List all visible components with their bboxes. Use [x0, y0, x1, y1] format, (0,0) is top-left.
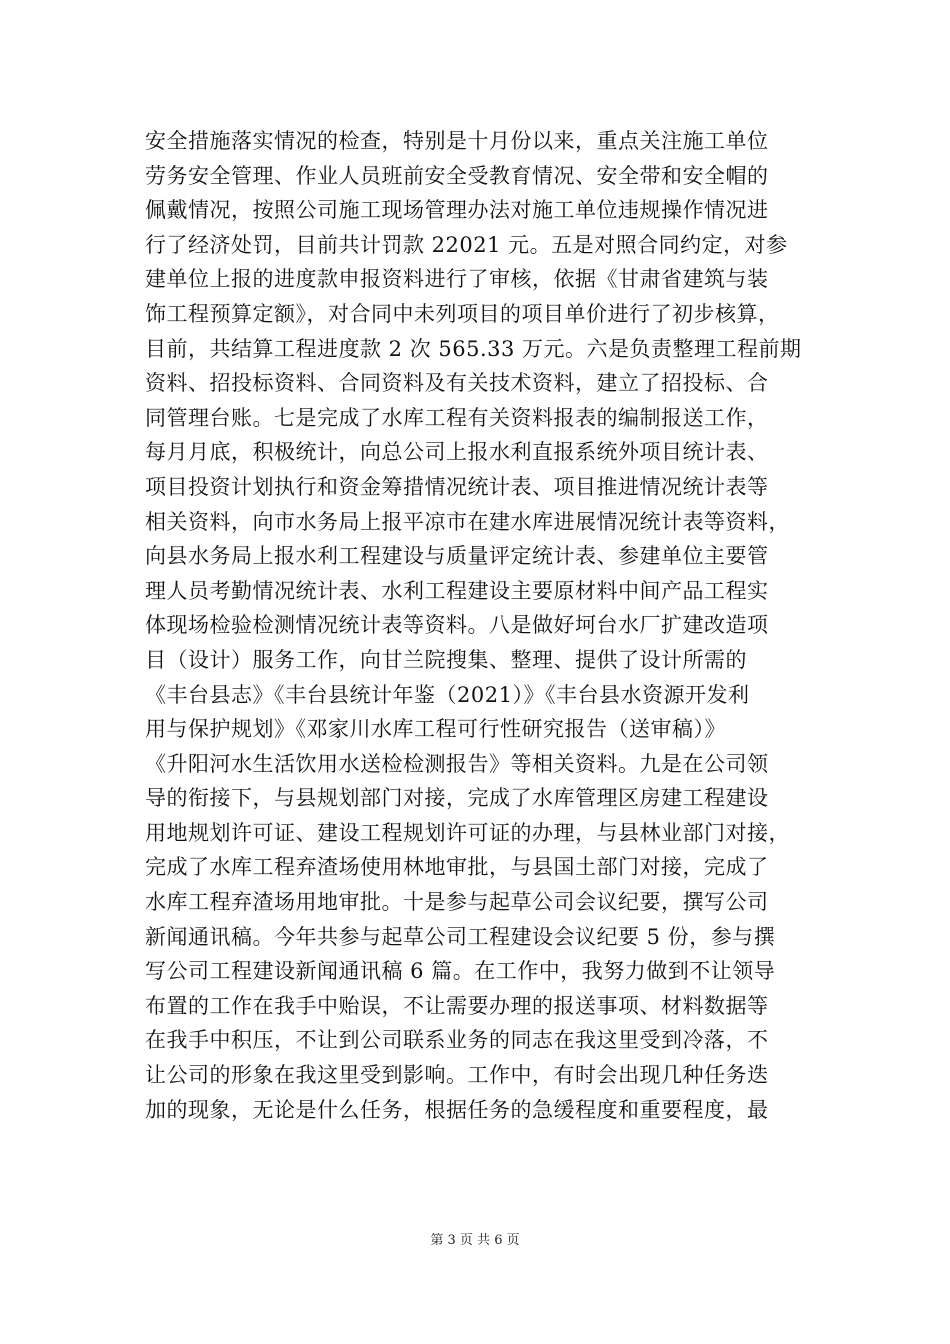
text-line: 在我手中积压，不让到公司联系业务的同志在我这里受到冷落，不 — [145, 1028, 769, 1053]
text-line: 行了经济处罚，目前共计罚款 22021 元。五是对照合同约定，对参 — [145, 232, 788, 257]
text-line: 导的衔接下，与县规划部门对接，完成了水库管理区房建工程建设 — [145, 786, 769, 811]
text-line: 用地规划许可证、建设工程规划许可证的办理，与县林业部门对接， — [145, 820, 790, 845]
body-text — [145, 124, 815, 1127]
text-line: 《升阳河水生活饮用水送检检测报告》等相关资料。九是在公司领 — [145, 751, 769, 776]
text-line: 同管理台账。七是完成了水库工程有关资料报表的编制报送工作， — [145, 405, 769, 430]
text-line: 水库工程弃渣场用地审批。十是参与起草公司会议纪要，撰写公司 — [145, 890, 769, 915]
text-line: 布置的工作在我手中贻误，不让需要办理的报送事项、材料数据等 — [145, 993, 769, 1018]
text-line: 项目投资计划执行和资金筹措情况统计表、项目推进情况统计表等 — [145, 474, 769, 499]
text-line: 完成了水库工程弃渣场使用林地审批，与县国土部门对接，完成了 — [145, 855, 769, 880]
text-line: 佩戴情况，按照公司施工现场管理办法对施工单位违规操作情况进 — [145, 198, 769, 223]
text-line: 理人员考勤情况统计表、水利工程建设主要原材料中间产品工程实 — [145, 578, 769, 603]
page-number: 第 3 页 共 6 页 — [430, 1233, 520, 1248]
text-line: 资料、招投标资料、合同资料及有关技术资料，建立了招投标、合 — [145, 371, 769, 396]
text-line: 体现场检验检测情况统计表等资料。八是做好坷台水厂扩建改造项 — [145, 613, 769, 638]
text-line: 用与保护规划》《邓家川水库工程可行性研究报告（送审稿）》 — [145, 717, 726, 742]
text-line: 安全措施落实情况的检查，特别是十月份以来，重点关注施工单位 — [145, 129, 769, 153]
text-line: 向县水务局上报水利工程建设与质量评定统计表、参建单位主要管 — [145, 544, 769, 569]
text-line: 《丰台县志》《丰台县统计年鉴（2021）》《丰台县水资源开发利 — [145, 682, 750, 707]
text-line: 写公司工程建设新闻通讯稿 6 篇。在工作中，我努力做到不让领导 — [145, 959, 776, 984]
text-line: 每月月底，积极统计，向总公司上报水利直报系统外项目统计表、 — [145, 440, 769, 465]
text-line: 加的现象，无论是什么任务，根据任务的急缓程度和重要程度，最 — [145, 1097, 769, 1122]
text-line: 目前，共结算工程进度款 2 次 565.33 万元。六是负责整理工程前期 — [145, 336, 802, 361]
text-line: 饰工程预算定额》，对合同中未列项目的项目单价进行了初步核算， — [145, 301, 780, 326]
text-line: 让公司的形象在我这里受到影响。工作中，有时会出现几种任务迭 — [145, 1063, 769, 1088]
text-line: 建单位上报的进度款申报资料进行了审核，依据《甘肃省建筑与装 — [145, 267, 769, 292]
text-line: 劳务安全管理、作业人员班前安全受教育情况、安全带和安全帽的 — [145, 163, 769, 188]
text-line: 目（设计）服务工作，向甘兰院搜集、整理、提供了设计所需的 — [145, 647, 747, 672]
page-footer — [0, 1232, 950, 1250]
text-line: 相关资料，向市水务局上报平凉市在建水库进展情况统计表等资料， — [145, 509, 790, 534]
text-line: 新闻通讯稿。今年共参与起草公司工程建设会议纪要 5 份，参与撰 — [145, 924, 776, 949]
